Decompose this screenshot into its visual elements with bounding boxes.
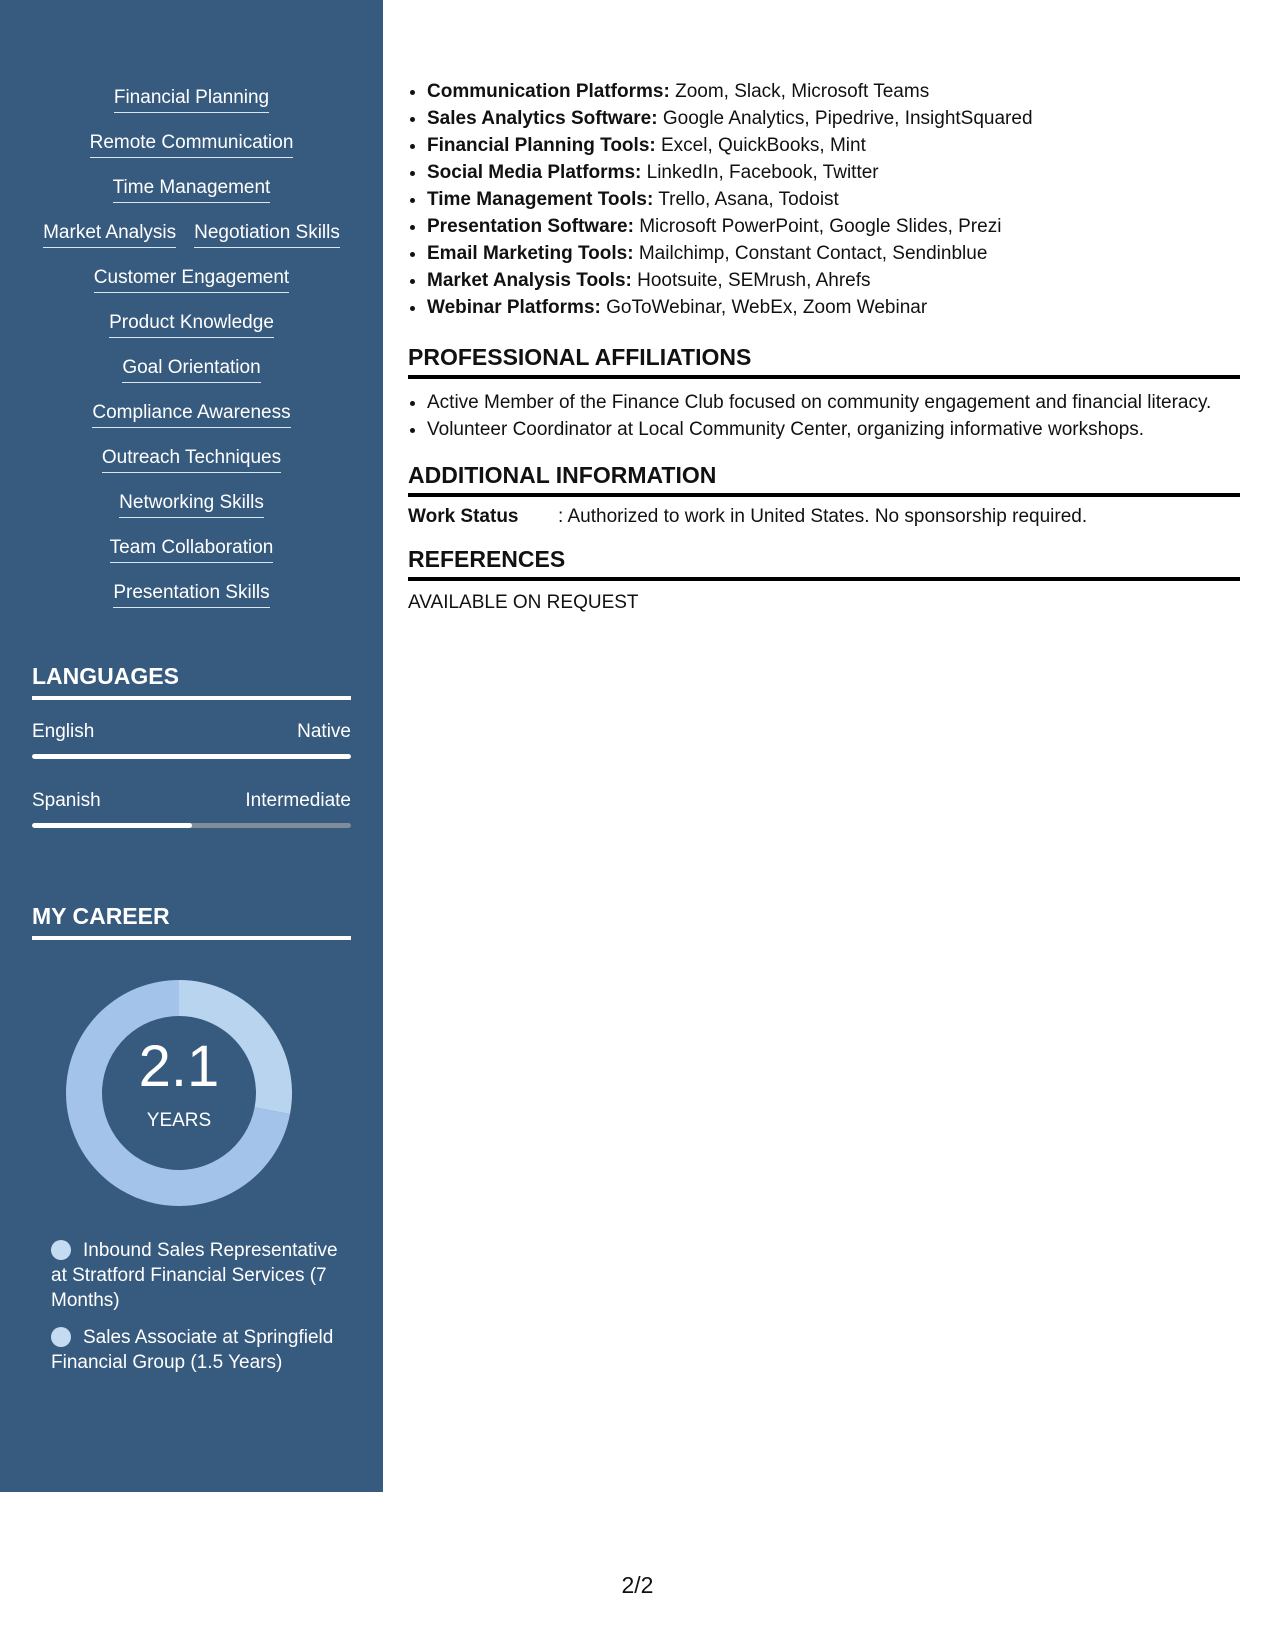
language-proficiency-fill xyxy=(32,754,351,759)
work-status-row xyxy=(408,505,1240,529)
work-status-value: : Authorized to work in United States. No sponsorship required. xyxy=(558,506,1088,527)
skill-row xyxy=(0,534,383,579)
tool-item xyxy=(427,186,1240,213)
skills-list xyxy=(0,84,383,624)
skill-row xyxy=(0,264,383,309)
tool-label: Market Analysis Tools: xyxy=(427,270,632,291)
language-level: Native xyxy=(297,721,351,742)
affiliations-list xyxy=(408,389,1240,443)
sidebar xyxy=(0,0,383,1492)
career-item-text: Inbound Sales Representative at Stratford Financial Services (7 Months) xyxy=(51,1240,338,1311)
skill-row xyxy=(0,309,383,354)
skill-item: Time Management xyxy=(113,174,271,203)
skill-item: Goal Orientation xyxy=(122,354,260,383)
career-dot-icon xyxy=(51,1240,71,1260)
tool-item xyxy=(427,78,1240,105)
tool-label: Webinar Platforms: xyxy=(427,297,601,318)
tool-value: Mailchimp, Constant Contact, Sendinblue xyxy=(638,243,988,264)
tool-label: Sales Analytics Software: xyxy=(427,108,658,129)
career-total: 2.1 xyxy=(138,1034,220,1099)
career-heading: MY CAREER xyxy=(32,902,351,940)
career-item-text: Sales Associate at Springfield Financial Group (1.5 Years) xyxy=(51,1327,334,1373)
skill-item: Remote Communication xyxy=(90,129,294,158)
page-number: 2/2 xyxy=(621,1572,654,1598)
career-list xyxy=(51,1238,341,1387)
skill-item: Financial Planning xyxy=(114,84,269,113)
skill-item: Networking Skills xyxy=(119,489,264,518)
affiliation-item: • Volunteer Coordinator at Local Community Center, organizing informative workshops. xyxy=(427,416,1240,443)
career-donut-chart xyxy=(66,980,292,1206)
tool-value: Excel, QuickBooks, Mint xyxy=(661,135,866,156)
tool-item xyxy=(427,240,1240,267)
skill-item: Team Collaboration xyxy=(110,534,274,563)
skill-item: Market Analysis xyxy=(43,219,176,248)
language-item xyxy=(32,720,351,759)
tool-label: Presentation Software: xyxy=(427,216,634,237)
skill-item: Compliance Awareness xyxy=(92,399,290,428)
career-unit: YEARS xyxy=(146,1110,212,1131)
tool-label: Financial Planning Tools: xyxy=(427,135,656,156)
skill-row xyxy=(0,354,383,399)
language-proficiency-bar xyxy=(32,754,351,759)
tool-value: Trello, Asana, Todoist xyxy=(658,189,839,210)
tool-value: Hootsuite, SEMrush, Ahrefs xyxy=(637,270,871,291)
skill-row xyxy=(0,579,383,624)
affiliations-heading: PROFESSIONAL AFFILIATIONS xyxy=(408,343,1240,379)
tools-list xyxy=(408,78,1240,321)
career-item xyxy=(51,1325,341,1375)
skill-item: Product Knowledge xyxy=(109,309,274,338)
skill-row xyxy=(0,489,383,534)
skill-row xyxy=(0,174,383,219)
tool-item xyxy=(427,159,1240,186)
main-content xyxy=(408,78,1240,615)
tool-label: Communication Platforms: xyxy=(427,81,670,102)
work-status-label: Work Status xyxy=(408,506,519,527)
skill-row xyxy=(0,129,383,174)
skill-row xyxy=(0,444,383,489)
skill-item: Customer Engagement xyxy=(94,264,289,293)
tool-value: Google Analytics, Pipedrive, InsightSquared xyxy=(662,108,1033,129)
skill-row xyxy=(0,399,383,444)
career-item xyxy=(51,1238,341,1313)
language-item xyxy=(32,789,351,828)
tool-item xyxy=(427,132,1240,159)
tool-label: Social Media Platforms: xyxy=(427,162,642,183)
tool-label: Email Marketing Tools: xyxy=(427,243,634,264)
tool-label: Time Management Tools: xyxy=(427,189,654,210)
tool-value: Zoom, Slack, Microsoft Teams xyxy=(675,81,930,102)
language-proficiency-bar xyxy=(32,823,351,828)
tool-item xyxy=(427,294,1240,321)
tool-value: Microsoft PowerPoint, Google Slides, Prezi xyxy=(639,216,1002,237)
career-dot-icon xyxy=(51,1327,71,1347)
tool-item xyxy=(427,213,1240,240)
skill-row xyxy=(0,219,383,264)
additional-info-heading: ADDITIONAL INFORMATION xyxy=(408,461,1240,497)
skill-item: Presentation Skills xyxy=(113,579,269,608)
tool-item xyxy=(427,105,1240,132)
language-level: Intermediate xyxy=(245,790,351,811)
references-text: AVAILABLE ON REQUEST xyxy=(408,592,639,613)
tool-value: LinkedIn, Facebook, Twitter xyxy=(646,162,879,183)
affiliation-item: • Active Member of the Finance Club focused on community engagement and financial literacy. xyxy=(427,389,1240,416)
language-proficiency-fill xyxy=(32,823,192,828)
skill-item: Negotiation Skills xyxy=(194,219,340,248)
tool-item xyxy=(427,267,1240,294)
tool-value: GoToWebinar, WebEx, Zoom Webinar xyxy=(606,297,928,318)
references-heading: REFERENCES xyxy=(408,545,1240,581)
skill-row xyxy=(0,84,383,129)
language-name: Spanish xyxy=(32,790,101,811)
languages-heading: LANGUAGES xyxy=(32,662,351,700)
language-name: English xyxy=(32,721,95,742)
skill-item: Outreach Techniques xyxy=(102,444,281,473)
